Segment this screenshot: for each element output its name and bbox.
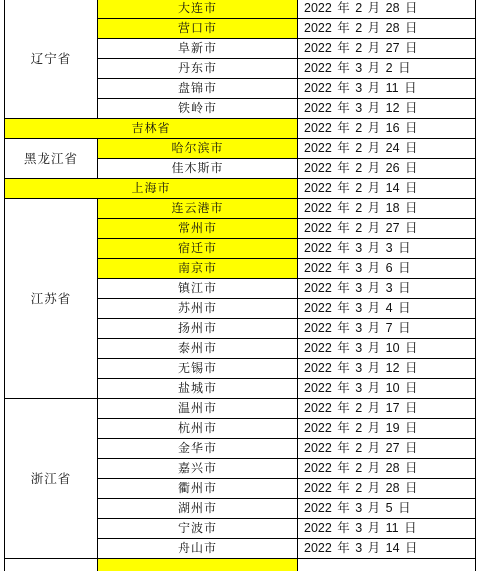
date-cell[interactable]: 2022 年 3 月 14 日 [298,539,476,559]
city-cell[interactable]: 宁波市 [98,519,298,539]
date-cell[interactable]: 2022 年 2 月 28 日 [298,479,476,499]
date-cell[interactable]: 2022 年 2 月 19 日 [298,419,476,439]
date-cell[interactable]: 2022 年 3 月 12 日 [298,99,476,119]
date-cell[interactable]: 2022 年 3 月 2 日 [298,59,476,79]
city-cell[interactable]: 盐城市 [98,379,298,399]
city-cell[interactable]: 扬州市 [98,319,298,339]
date-cell[interactable] [298,559,476,571]
city-cell[interactable]: 佳木斯市 [98,159,298,179]
date-cell[interactable]: 2022 年 3 月 7 日 [298,319,476,339]
date-cell[interactable]: 2022 年 2 月 27 日 [298,439,476,459]
date-cell[interactable]: 2022 年 3 月 3 日 [298,279,476,299]
province-cell[interactable]: 黑龙江省 [5,139,98,179]
city-cell[interactable]: 衢州市 [98,479,298,499]
city-cell[interactable]: 苏州市 [98,299,298,319]
province-cell[interactable]: 浙江省 [5,399,98,559]
merged-region-cell[interactable]: 吉林省 [5,119,298,139]
table-row [5,399,476,419]
table-row [5,119,476,139]
date-cell[interactable]: 2022 年 3 月 10 日 [298,339,476,359]
date-cell[interactable]: 2022 年 2 月 14 日 [298,179,476,199]
table-row [5,559,476,571]
merged-region-cell[interactable]: 上海市 [5,179,298,199]
city-cell[interactable]: 连云港市 [98,199,298,219]
date-cell[interactable]: 2022 年 3 月 6 日 [298,259,476,279]
date-cell[interactable]: 2022 年 3 月 4 日 [298,299,476,319]
province-cell[interactable]: 辽宁省 [5,0,98,119]
table-body [5,0,476,571]
city-cell[interactable]: 泰州市 [98,339,298,359]
date-cell[interactable]: 2022 年 2 月 26 日 [298,159,476,179]
date-cell[interactable]: 2022 年 2 月 28 日 [298,0,476,19]
city-cell[interactable]: 嘉兴市 [98,459,298,479]
province-cell[interactable]: 江苏省 [5,199,98,399]
date-cell[interactable]: 2022 年 3 月 11 日 [298,79,476,99]
date-cell[interactable]: 2022 年 2 月 28 日 [298,459,476,479]
city-cell[interactable]: 哈尔滨市 [98,139,298,159]
date-cell[interactable]: 2022 年 2 月 27 日 [298,39,476,59]
city-cell[interactable]: 金华市 [98,439,298,459]
city-cell[interactable]: 镇江市 [98,279,298,299]
date-cell[interactable]: 2022 年 2 月 16 日 [298,119,476,139]
city-cell[interactable]: 常州市 [98,219,298,239]
province-cell[interactable] [5,559,98,571]
date-cell[interactable]: 2022 年 3 月 11 日 [298,519,476,539]
city-cell[interactable]: 湖州市 [98,499,298,519]
city-cell[interactable]: 大连市 [98,0,298,19]
table-row [5,139,476,159]
city-cell[interactable]: 丹东市 [98,59,298,79]
date-cell[interactable]: 2022 年 2 月 18 日 [298,199,476,219]
city-cell[interactable]: 盘锦市 [98,79,298,99]
city-cell[interactable]: 温州市 [98,399,298,419]
city-cell[interactable] [98,559,298,571]
date-cell[interactable]: 2022 年 2 月 27 日 [298,219,476,239]
city-cell[interactable]: 舟山市 [98,539,298,559]
date-cell[interactable]: 2022 年 3 月 12 日 [298,359,476,379]
table-row [5,0,476,19]
date-cell[interactable]: 2022 年 3 月 5 日 [298,499,476,519]
date-cell[interactable]: 2022 年 2 月 24 日 [298,139,476,159]
date-cell[interactable]: 2022 年 3 月 10 日 [298,379,476,399]
date-cell[interactable]: 2022 年 2 月 28 日 [298,19,476,39]
city-cell[interactable]: 铁岭市 [98,99,298,119]
city-date-table [4,0,476,571]
city-cell[interactable]: 营口市 [98,19,298,39]
city-cell[interactable]: 南京市 [98,259,298,279]
city-cell[interactable]: 阜新市 [98,39,298,59]
date-cell[interactable]: 2022 年 2 月 17 日 [298,399,476,419]
table-row [5,179,476,199]
city-cell[interactable]: 杭州市 [98,419,298,439]
city-cell[interactable]: 宿迁市 [98,239,298,259]
date-cell[interactable]: 2022 年 3 月 3 日 [298,239,476,259]
city-cell[interactable]: 无锡市 [98,359,298,379]
table-row [5,199,476,219]
